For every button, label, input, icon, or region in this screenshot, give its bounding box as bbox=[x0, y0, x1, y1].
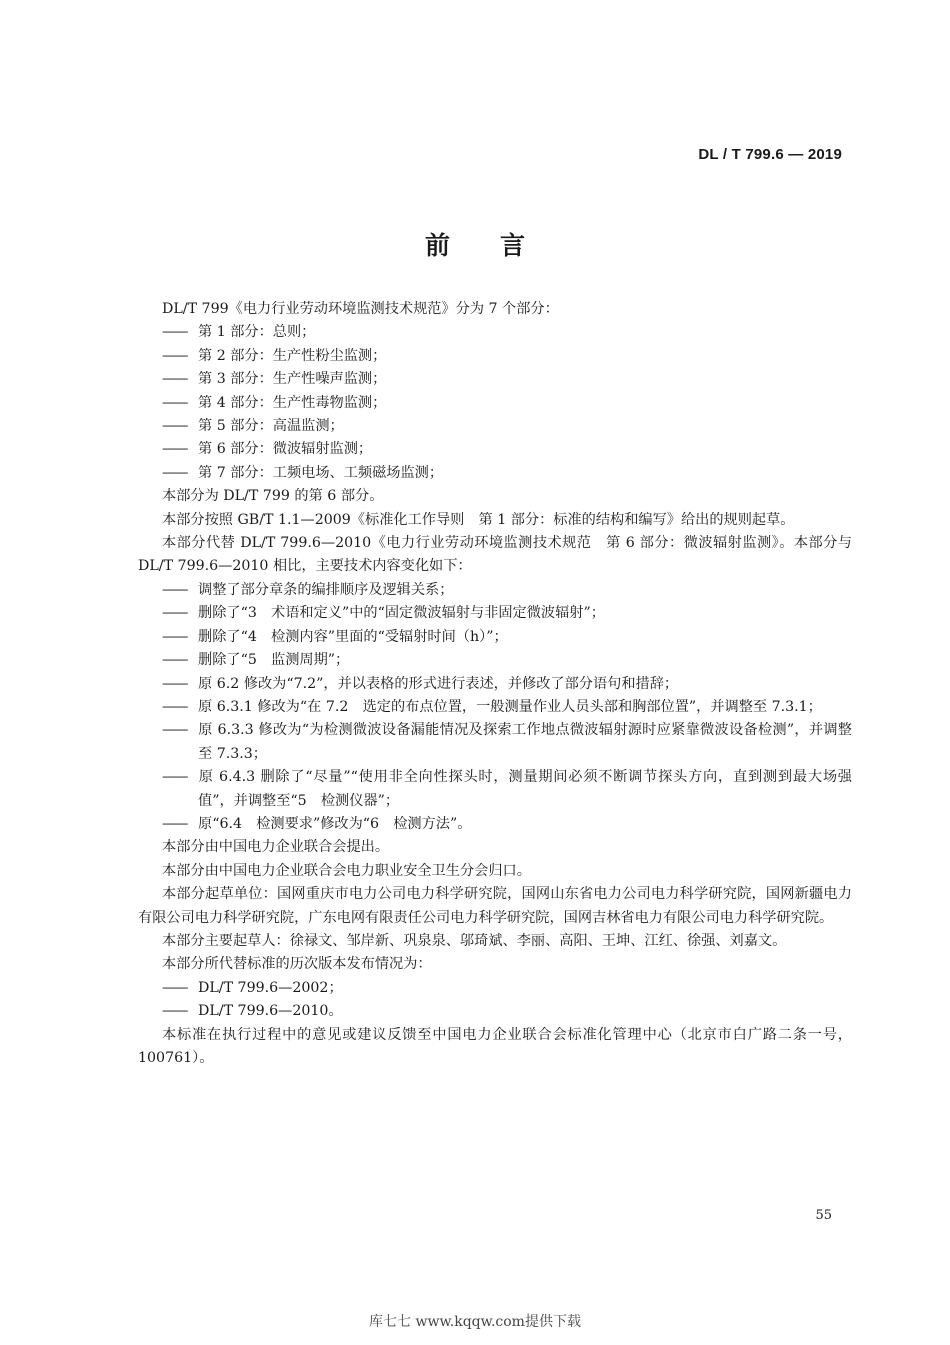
list-item: —— 删除了“3 术语和定义”中的“固定微波辐射与非固定微波辐射”； bbox=[162, 602, 852, 625]
dash-marker: —— bbox=[162, 581, 187, 598]
list-item: —— 第 3 部分：生产性噪声监测； bbox=[162, 368, 852, 391]
list-item: —— 第 7 部分：工频电场、工频磁场监测； bbox=[162, 462, 852, 485]
dash-marker: —— bbox=[162, 418, 187, 435]
dash-marker: —— bbox=[162, 769, 187, 786]
this-part-paragraph: 本部分为 DL/T 799 的第 6 部分。 bbox=[162, 488, 384, 505]
drafting-rules-paragraph: 本部分按照 GB/T 1.1—2009《标准化工作导则 第 1 部分：标准的结构和编写》给出的规则起草。 bbox=[162, 511, 795, 528]
parts-list bbox=[162, 321, 852, 485]
drafters-paragraph: 本部分主要起草人：徐禄文、邹岸新、巩泉泉、邬琦斌、李丽、高阳、王坤、江红、徐强、刘嘉文。 bbox=[162, 932, 787, 949]
changes-list bbox=[162, 579, 852, 836]
proposed-by-paragraph: 本部分由中国电力企业联合会提出。 bbox=[162, 839, 390, 856]
replaces-paragraph: 本部分代替 DL/T 799.6—2010《电力行业劳动环境监测技术规范 第 6 部分：微波辐射监测》。本部分与 DL/T 799.6—2010 相比，主要技术内容变化如下： bbox=[138, 535, 852, 575]
list-item: —— 原 6.2 修改为“7.2”，并以表格的形式进行表述，并修改了部分语句和措辞； bbox=[162, 673, 852, 696]
drafting-units-paragraph: 本部分起草单位：国网重庆市电力公司电力科学研究院，国网山东省电力公司电力科学研究院，国网新疆电力有限公司电力科学研究院，广东电网有限责任公司电力科学研究院，国网吉林省电力有限公司电力科学研究院。 bbox=[138, 886, 852, 926]
standard-code: DL / T 799.6 — 2019 bbox=[698, 146, 842, 163]
list-item: —— DL/T 799.6—2002； bbox=[162, 977, 852, 1000]
page-number: 55 bbox=[815, 1208, 832, 1223]
dash-marker: —— bbox=[162, 722, 187, 739]
foreword-body bbox=[138, 298, 852, 1070]
managed-by-paragraph: 本部分由中国电力企业联合会电力职业安全卫生分会归口。 bbox=[162, 862, 531, 879]
list-item: —— DL/T 799.6—2010。 bbox=[162, 1000, 852, 1023]
list-item: —— 第 2 部分：生产性粉尘监测； bbox=[162, 345, 852, 368]
dash-marker: —— bbox=[162, 675, 187, 692]
dash-marker: —— bbox=[162, 371, 187, 388]
list-item: —— 原 6.3.3 修改为“为检测微波设备漏能情况及探索工作地点微波辐射源时应紧靠微波设备检测”，并调整至 7.3.3； bbox=[162, 719, 852, 766]
dash-marker: —— bbox=[162, 979, 187, 996]
history-list bbox=[162, 977, 852, 1024]
dash-marker: —— bbox=[162, 652, 187, 669]
dash-marker: —— bbox=[162, 324, 187, 341]
page-title: 前言 bbox=[424, 231, 575, 260]
dash-marker: —— bbox=[162, 1003, 187, 1020]
list-item: —— 调整了部分章条的编排顺序及逻辑关系； bbox=[162, 579, 852, 602]
dash-marker: —— bbox=[162, 347, 187, 364]
list-item: —— 第 5 部分：高温监测； bbox=[162, 415, 852, 438]
history-intro-paragraph: 本部分所代替标准的历次版本发布情况为： bbox=[162, 956, 432, 973]
dash-marker: —— bbox=[162, 441, 187, 458]
dash-marker: —— bbox=[162, 464, 187, 481]
list-item: —— 原 6.4.3 删除了“尽量”“使用非全向性探头时，测量期间必须不断调节探头方向，直到测到最大场强值”，并调整至“5 检测仪器”； bbox=[162, 766, 852, 813]
list-item: —— 第 6 部分：微波辐射监测； bbox=[162, 438, 852, 461]
feedback-paragraph: 本标准在执行过程中的意见或建议反馈至中国电力企业联合会标准化管理中心（北京市白广路二条一号，100761）。 bbox=[138, 1026, 852, 1066]
dash-marker: —— bbox=[162, 815, 187, 832]
dash-marker: —— bbox=[162, 605, 187, 622]
intro-paragraph: DL/T 799《电力行业劳动环境监测技术规范》分为 7 个部分： bbox=[162, 301, 559, 317]
list-item: —— 删除了“4 检测内容”里面的“受辐射时间（h）”； bbox=[162, 626, 852, 649]
dash-marker: —— bbox=[162, 628, 187, 645]
list-item: —— 原“6.4 检测要求”修改为“6 检测方法”。 bbox=[162, 813, 852, 836]
dash-marker: —— bbox=[162, 698, 187, 715]
list-item: —— 删除了“5 监测周期”； bbox=[162, 649, 852, 672]
list-item: —— 第 4 部分：生产性毒物监测； bbox=[162, 392, 852, 415]
dash-marker: —— bbox=[162, 394, 187, 411]
list-item: —— 原 6.3.1 修改为“在 7.2 选定的布点位置，一般测量作业人员头部和胸部位置”，并调整至 7.3.1； bbox=[162, 696, 852, 719]
list-item: —— 第 1 部分：总则； bbox=[162, 321, 852, 344]
watermark-text: 库七七 www.kqqw.com提供下载 bbox=[369, 1314, 581, 1330]
